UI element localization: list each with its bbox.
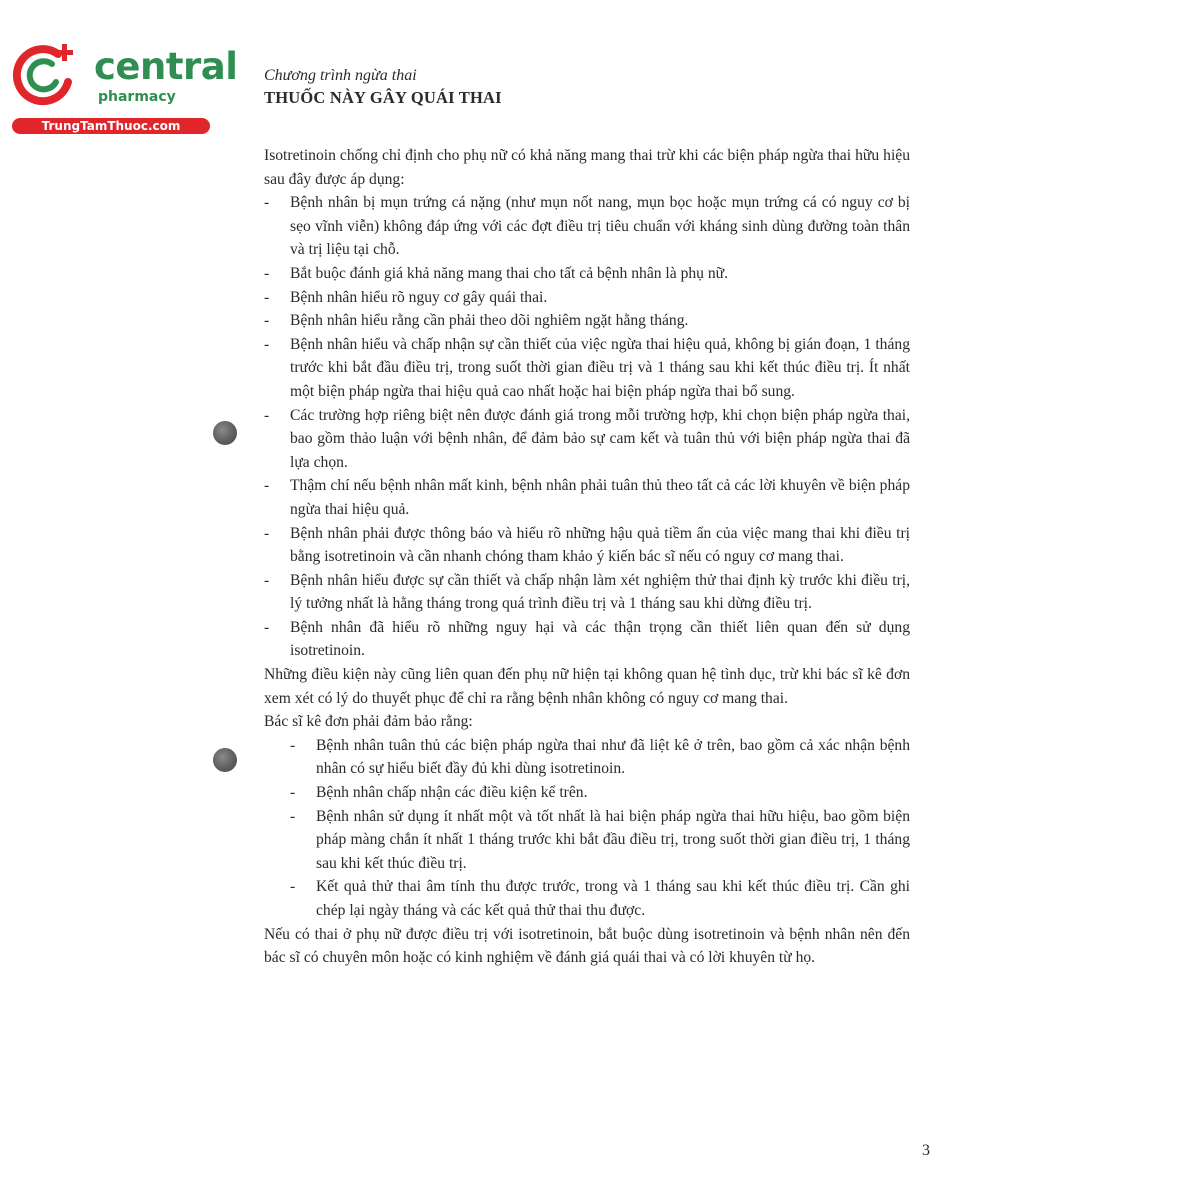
list-item: - Bệnh nhân sử dụng ít nhất một và tốt nhất là hai biện pháp ngừa thai hữu hiệu, bao gồm biện pháp màng chắn ít nhất 1 tháng trước khi bắt đầu điều trị, trong suốt thời gian điều trị, 1 tháng sau khi kết thúc điều trị. — [290, 805, 910, 876]
intro-paragraph: Isotretinoin chống chỉ định cho phụ nữ có khả năng mang thai trừ khi các biện pháp ngừa thai hữu hiệu sau đây được áp dụng: — [264, 147, 910, 188]
brand-subtitle: pharmacy — [98, 89, 176, 105]
prescriber-list — [264, 734, 910, 923]
list-item: - Thậm chí nếu bệnh nhân mất kinh, bệnh nhân phải tuân thủ theo tất cả các lời khuyên về biện pháp ngừa thai hiệu quả. — [264, 474, 910, 521]
scope-note-paragraph: Những điều kiện này cũng liên quan đến phụ nữ hiện tại không quan hệ tình dục, trừ khi bác sĩ kê đơn xem xét có lý do thuyết phục để chỉ ra rằng bệnh nhân không có nguy cơ mang thai. — [264, 666, 910, 707]
list-item: - Kết quả thử thai âm tính thu được trước, trong và 1 tháng sau khi kết thúc điều trị. Cần ghi chép lại ngày tháng và các kết quả thử thai thu được. — [290, 875, 910, 922]
list-item: - Bệnh nhân hiểu rõ nguy cơ gây quái thai. — [264, 286, 910, 310]
list-item: - Bắt buộc đánh giá khả năng mang thai cho tất cả bệnh nhân là phụ nữ. — [264, 262, 910, 286]
pharmacy-cross-logo-icon — [10, 38, 82, 110]
prescriber-intro: Bác sĩ kê đơn phải đảm bảo rằng: — [264, 713, 473, 731]
list-item: - Bệnh nhân hiểu được sự cần thiết và chấp nhận làm xét nghiệm thử thai định kỳ trước khi điều trị, lý tưởng nhất là hằng tháng trong quá trình điều trị và 1 tháng sau khi dừng điều trị. — [264, 569, 910, 616]
list-item: - Bệnh nhân hiểu rằng cần phải theo dõi nghiêm ngặt hằng tháng. — [264, 309, 910, 333]
document-title: THUỐC NÀY GÂY QUÁI THAI — [264, 88, 502, 107]
brand-name: central — [94, 45, 238, 88]
central-pharmacy-logo — [10, 38, 238, 138]
closing-paragraph: Nếu có thai ở phụ nữ được điều trị với isotretinoin, bắt buộc dùng isotretinoin và bệnh nhân nên đến bác sĩ có chuyên môn hoặc có kinh nghiệm về đánh giá quái thai và có lời khuyên từ họ. — [264, 925, 910, 967]
list-item: - Bệnh nhân tuân thủ các biện pháp ngừa thai như đã liệt kê ở trên, bao gồm cả xác nhận bệnh nhân có sự hiểu biết đầy đủ khi dùng isotretinoin. — [290, 734, 910, 781]
punch-hole-top — [213, 421, 237, 445]
conditions-list — [264, 191, 910, 663]
list-item: - Bệnh nhân chấp nhận các điều kiện kể trên. — [290, 781, 910, 805]
list-item: - Bệnh nhân phải được thông báo và hiểu rõ những hậu quả tiềm ẩn của việc mang thai khi điều trị bằng isotretinoin và cần nhanh chóng tham khảo ý kiến bác sĩ nếu có nguy cơ mang thai. — [264, 522, 910, 569]
document-subtitle: Chương trình ngừa thai — [264, 67, 417, 84]
list-item: - Bệnh nhân bị mụn trứng cá nặng (như mụn nốt nang, mụn bọc hoặc mụn trứng cá có nguy cơ bị sẹo vĩnh viễn) không đáp ứng với các đợt điều trị tiêu chuẩn với kháng sinh dùng đường toàn thân và trị liệu tại chỗ. — [264, 191, 910, 262]
list-item: - Bệnh nhân hiểu và chấp nhận sự cần thiết của việc ngừa thai hiệu quả, không bị gián đoạn, 1 tháng trước khi bắt đầu điều trị, trong suốt thời gian điều trị và 1 tháng sau khi kết thúc điều trị. Ít nhất một biện pháp ngừa thai hiệu quả cao nhất hoặc hai biện pháp ngừa thai bổ sung. — [264, 333, 910, 404]
page-number: 3 — [922, 1142, 930, 1159]
document-body — [264, 66, 910, 970]
list-item: - Các trường hợp riêng biệt nên được đánh giá trong mỗi trường hợp, khi chọn biện pháp ngừa thai, bao gồm thảo luận với bệnh nhân, để đảm bảo sự cam kết và tuân thủ với biện pháp ngừa thai đã lựa chọn. — [264, 404, 910, 475]
site-url-badge: TrungTamThuoc.com — [12, 118, 210, 134]
list-item: - Bệnh nhân đã hiểu rõ những nguy hại và các thận trọng cần thiết liên quan đến sử dụng isotretinoin. — [264, 616, 910, 663]
punch-hole-bottom — [213, 748, 237, 772]
